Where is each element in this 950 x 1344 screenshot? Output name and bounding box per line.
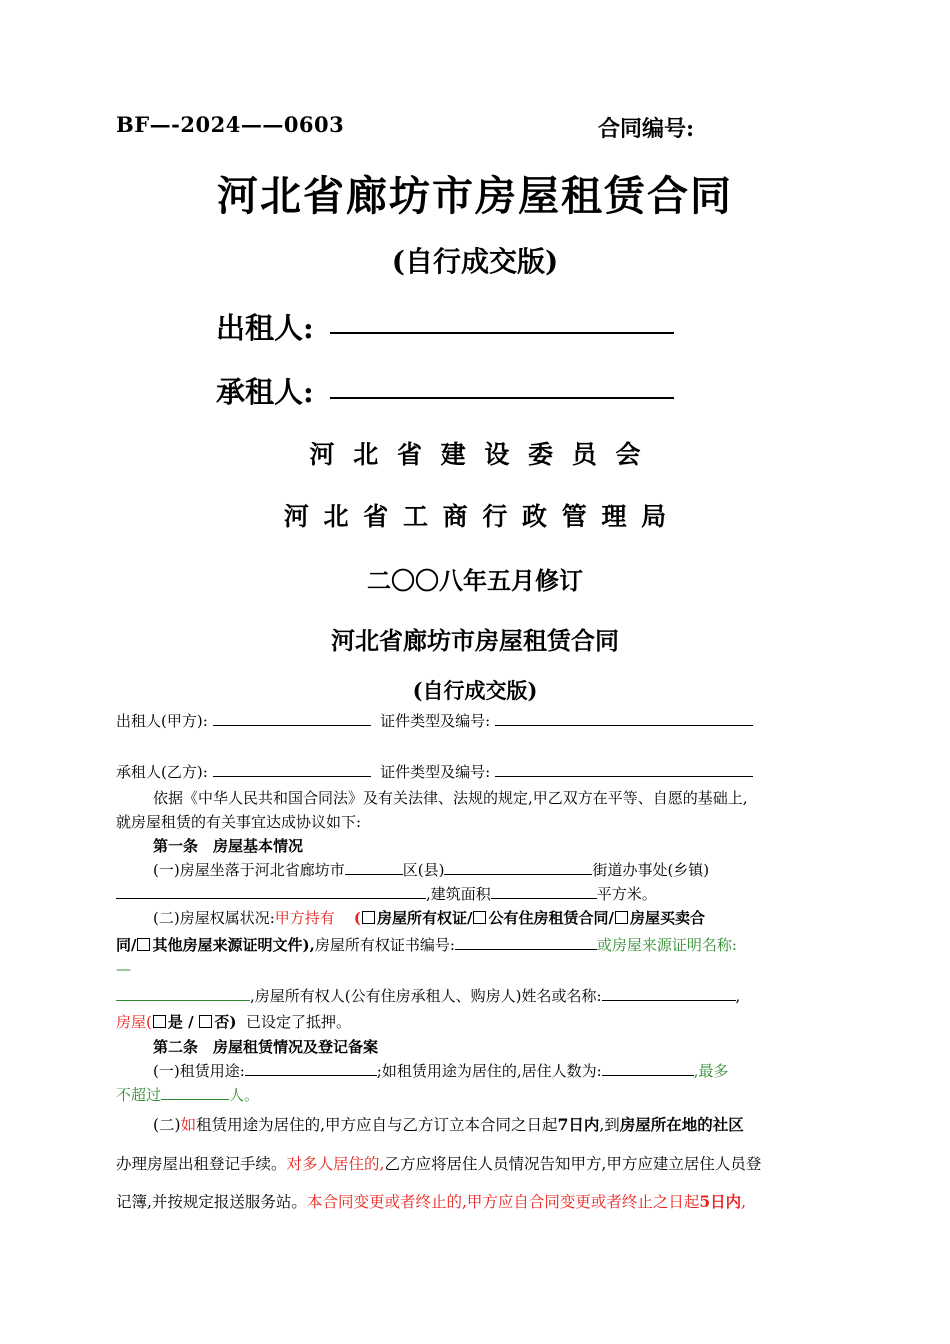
- other-docs-label: 其他房屋来源证明文件),: [152, 936, 315, 954]
- article-1-area-line: [116, 882, 657, 906]
- street-office-label: 街道办事处(乡镇): [592, 861, 710, 879]
- source-proof-field[interactable]: [116, 985, 250, 1001]
- other-docs-checkbox[interactable]: [137, 938, 150, 951]
- area-field[interactable]: [491, 883, 597, 899]
- cover-lessor: [216, 306, 314, 347]
- purchase-contract-checkbox[interactable]: [615, 911, 628, 924]
- registration-text-a: 租赁用途为居住的,甲方应自与乙方订立本合同之日起: [196, 1116, 558, 1134]
- public-housing-label: 公有住房租赁合同/: [488, 909, 614, 927]
- registration-text-e: 记簿,并按规定报送服务站。: [116, 1193, 307, 1211]
- article-2-use-line: [153, 1059, 728, 1083]
- max-label: ,最多: [693, 1062, 729, 1080]
- community-text: 房屋所在地的社区: [619, 1115, 744, 1134]
- registration-line-1: [153, 1113, 744, 1137]
- occupants-label: ;如租赁用途为居住的,居住人数为:: [376, 1062, 602, 1080]
- registration-line-2: [116, 1152, 761, 1176]
- revision-date: 二〇〇八年五月修订: [367, 566, 583, 595]
- location-prefix: (一)房屋坐落于河北省廊坊市: [153, 861, 345, 879]
- ownership-line-1: [153, 906, 705, 930]
- owner-name-comma: ,: [735, 987, 741, 1005]
- ownership-label: (二)房屋权属状况:: [153, 909, 275, 927]
- ownership-line-3: —: [116, 960, 131, 978]
- option-open-paren: (: [353, 909, 361, 927]
- persons-unit: 人。: [229, 1086, 260, 1104]
- body-edition: (自行成交版): [412, 678, 538, 703]
- lessee-party-label: 承租人(乙方):: [116, 763, 208, 781]
- mortgage-no-label: 否): [214, 1013, 237, 1031]
- five-days-text: 5日内: [699, 1192, 742, 1211]
- mortgage-no-checkbox[interactable]: [199, 1015, 212, 1028]
- issuer-industry-commerce-bureau: 河 北 省 工 商 行 政 管 理 局: [283, 502, 667, 531]
- lessee-id-field[interactable]: [495, 761, 753, 777]
- lessee-name-field[interactable]: [213, 761, 371, 777]
- mortgage-prefix: 房屋(: [116, 1013, 152, 1031]
- mortgage-yes-label: 是 /: [167, 1013, 194, 1031]
- source-proof-label: 或房屋来源证明名称:: [596, 936, 737, 954]
- registration-end-comma: ,: [741, 1193, 747, 1211]
- ownership-cert-label: 房屋所有权证/: [376, 909, 473, 927]
- article-1-location-line: [153, 858, 709, 882]
- use-field[interactable]: [245, 1060, 377, 1076]
- cover-lessee-label: 承租人:: [216, 375, 314, 409]
- intro-line-1: 依据《中华人民共和国合同法》及有关法律、法规的规定,甲乙双方在平等、自愿的基础上,: [153, 789, 748, 807]
- lessor-id-field[interactable]: [495, 710, 753, 726]
- street-office-field[interactable]: [444, 859, 592, 875]
- registration-text-d: 乙方应将居住人员情况告知甲方,甲方应建立居住人员登: [384, 1155, 762, 1173]
- cover-title: 河北省廊坊市房屋租赁合同: [217, 172, 733, 220]
- contract-number-label: 合同编号:: [598, 116, 695, 142]
- ownership-line-4: [116, 984, 740, 1008]
- cert-number-label: 房屋所有权证书编号:: [314, 936, 455, 954]
- seven-days-text: 7日内: [557, 1115, 600, 1134]
- registration-line-3: [116, 1190, 746, 1214]
- mortgage-suffix: 已设定了抵押。: [246, 1013, 352, 1031]
- owner-name-label: ,房屋所有权人(公有住房承租人、购房人)姓名或名称:: [250, 987, 602, 1005]
- area-unit: 平方米。: [596, 885, 657, 903]
- use-label: (一)租赁用途:: [153, 1062, 245, 1080]
- max-not-exceed-label: 不超过: [116, 1086, 162, 1104]
- district-label: 区(县): [402, 861, 445, 879]
- lessee-line: [116, 761, 753, 782]
- registration-text-c: 办理房屋出租登记手续。: [116, 1155, 287, 1173]
- occupants-field[interactable]: [602, 1060, 694, 1076]
- ownership-cert-checkbox[interactable]: [362, 911, 375, 924]
- intro-line-2: 就房屋租赁的有关事宜达成协议如下:: [116, 813, 362, 831]
- cover-edition: (自行成交版): [391, 245, 559, 278]
- cert-number-field[interactable]: [455, 934, 597, 950]
- lessor-party-label: 出租人(甲方):: [116, 712, 208, 730]
- issuer-construction-committee: 河 北 省 建 设 委 员 会: [309, 440, 641, 469]
- cover-lessor-label: 出租人:: [216, 311, 314, 345]
- address-detail-field[interactable]: [116, 883, 426, 899]
- mortgage-line: [116, 1010, 351, 1034]
- multi-occupant-text: 对多人居住的,: [286, 1155, 385, 1173]
- lessor-holds-text: 甲方持有: [274, 909, 335, 927]
- article-2-max-line: [116, 1083, 259, 1107]
- registration-text-b: ,到: [599, 1116, 620, 1134]
- cover-lessee-field[interactable]: [330, 397, 674, 399]
- public-housing-checkbox[interactable]: [473, 911, 486, 924]
- document-code: BF—-2024——0603: [116, 112, 345, 137]
- lessee-id-label: 证件类型及编号:: [380, 763, 491, 781]
- if-text: 如: [180, 1116, 197, 1134]
- district-field[interactable]: [345, 859, 403, 875]
- lessor-line: [116, 710, 753, 731]
- owner-name-field[interactable]: [602, 985, 736, 1001]
- clause-number: (二): [153, 1116, 181, 1134]
- lessor-id-label: 证件类型及编号:: [380, 712, 491, 730]
- body-title: 河北省廊坊市房屋租赁合同: [331, 626, 619, 655]
- purchase-contract-label: 房屋买卖合: [629, 909, 705, 927]
- cover-lessor-field[interactable]: [330, 332, 674, 334]
- area-label: ,建筑面积: [426, 885, 491, 903]
- cover-lessee: [216, 370, 314, 411]
- ownership-line-2: [116, 933, 737, 957]
- article-2-title: 第二条 房屋租赁情况及登记备案: [153, 1038, 379, 1056]
- change-termination-text: 本合同变更或者终止的,甲方应自合同变更或者终止之日起: [306, 1193, 700, 1211]
- mortgage-yes-checkbox[interactable]: [153, 1015, 166, 1028]
- max-occupants-field[interactable]: [161, 1084, 229, 1100]
- article-1-title: 第一条 房屋基本情况: [153, 837, 304, 855]
- purchase-contract-label-cont: 同/: [116, 936, 137, 954]
- lessor-name-field[interactable]: [213, 710, 371, 726]
